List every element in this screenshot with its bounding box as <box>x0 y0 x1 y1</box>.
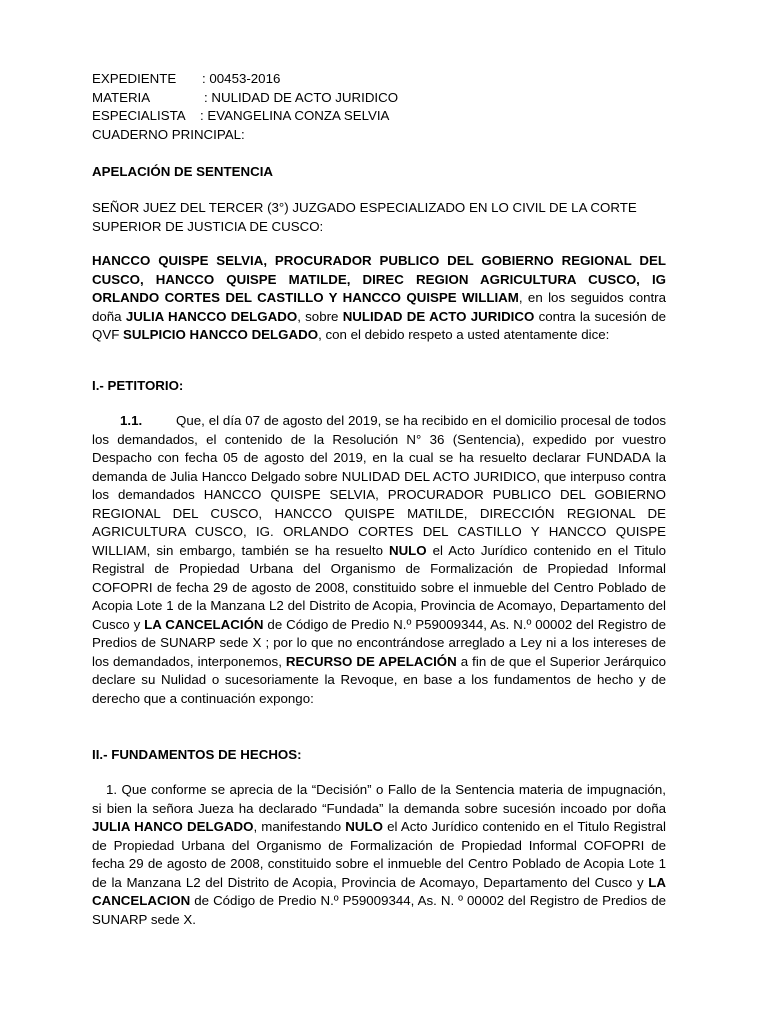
expediente-label: EXPEDIENTE <box>92 71 177 86</box>
intro-text-4: , con el debido respeto a usted atentamente dice: <box>318 327 610 342</box>
defendant-name: JULIA HANCCO DELGADO <box>125 308 298 324</box>
petitorio-bold-1: NULO <box>388 542 427 558</box>
especialista-label: ESPECIALISTA <box>92 108 186 123</box>
item-number: 1.1. <box>120 413 143 428</box>
hechos-bold-2: NULO <box>345 819 383 834</box>
especialista-value: : EVANGELINA CONZA SELVIA <box>200 108 390 123</box>
hechos-bold-3: LA CANCELACION <box>92 874 666 908</box>
petitorio-paragraph <box>92 412 666 708</box>
hechos-paragraph <box>92 781 666 929</box>
petitorio-text-2: el Acto Jurídico contenido en el Titulo Registral de Propiedad Urbana del Organismo de Formalización de Propiedad Informal COFOPRI de fecha 29 de agosto de 2008, constituido sobre el inmueble del Centro Poblado de Acopia Lote 1 de la Manzana L2 del Distrito de Acopia, Provincia de Acomayo, Departamento del Cusco y <box>92 542 666 632</box>
section-petitorio-heading: I.- PETITORIO: <box>92 378 184 393</box>
expediente-row <box>92 70 398 89</box>
materia-row <box>92 89 398 108</box>
intro-paragraph <box>92 252 666 345</box>
hechos-text-3: el Acto Jurídico contenido en el Titulo Registral de Propiedad Urbana del Organismo de Formalización de Propiedad Informal COFOPRI de fecha 29 de agosto de 2008, constituido sobre el inmueble del Centro Poblado de Acopia Lote 1 de la Manzana L2 del Distrito de Acopia, Provincia de Acomayo, Departamento del Cusco y <box>92 819 666 890</box>
case-subject: NULIDAD DE ACTO JURIDICO <box>342 308 535 324</box>
document-title: APELACIÓN DE SENTENCIA <box>92 164 274 179</box>
petitorio-text-3: de Código de Predio N.º P59009344, As. N.º 00002 del Registro de Predios de SUNARP sede X ; por lo que no encontrándose arreglado a Ley ni a los intereses de los demandados, interponemos, <box>92 616 666 669</box>
especialista-row <box>92 107 398 126</box>
petitorio-bold-3: RECURSO DE APELACIÓN <box>285 653 457 669</box>
hechos-text-2: , manifestando <box>253 819 346 834</box>
materia-label: MATERIA <box>92 89 151 105</box>
intro-text-3: contra la sucesión de QVF <box>92 308 666 342</box>
expediente-value: : 00453-2016 <box>202 71 281 86</box>
hechos-text-4: de Código de Predio N.º P59009344, As. N. º 00002 del Registro de Predios de SUNARP sede X. <box>92 893 666 927</box>
section-hechos-heading: II.- FUNDAMENTOS DE HECHOS: <box>92 747 302 762</box>
petitorio-text-4: a fin de que el Superior Jerárquico declare su Nulidad o sucesoriamente la Revoque, en base a los fundamentos de hecho y de derecho que a continuación expongo: <box>92 653 666 706</box>
deceased-name: SULPICIO HANCCO DELGADO <box>123 327 319 342</box>
parties-names: HANCCO QUISPE SELVIA, PROCURADOR PUBLICO DEL GOBIERNO REGIONAL DEL CUSCO, HANCCO QUISPE MATILDE, DIREC REGION AGRICULTURA CUSCO, IG ORLANDO CORTES DEL CASTILLO Y HANCCO QUISPE WILLIAM <box>92 253 666 305</box>
petitorio-bold-2: LA CANCELACIÓN <box>144 616 264 632</box>
cuaderno-label: CUADERNO PRINCIPAL: <box>92 126 245 142</box>
petitorio-text-1: Que, el día 07 de agosto del 2019, se ha recibido en el domicilio procesal de todos los demandados, el contenido de la Resolución N° 36 (Sentencia), expedido por vuestro Despacho con fecha 05 de agosto del 2019, en la cual se ha resuelto declarar FUNDADA la demanda de Julia Hancco Delgado sobre NULIDAD DEL ACTO JURIDICO, que interpuso contra los demandados HANCCO QUISPE SELVIA, PROCURADOR PUBLICO DEL GOBIERNO REGIONAL DEL CUSCO, HANCCO QUISPE MATILDE, DIRECCIÓN REGIONAL DE AGRICULTURA CUSCO, IG. ORLANDO CORTES DEL CASTILLO Y HANCCO QUISPE WILLIAM, sin embargo, también se ha resuelto <box>92 413 666 558</box>
case-header <box>92 70 398 144</box>
hechos-bold-1: JULIA HANCO DELGADO <box>92 819 254 834</box>
hechos-text-1: 1. Que conforme se aprecia de la “Decisión” o Fallo de la Sentencia materia de impugnación, si bien la señora Jueza ha declarado “Fundada” la demanda sobre sucesión incoado por doña <box>92 782 666 816</box>
intro-text-2: , sobre <box>297 308 343 324</box>
addressee: SEÑOR JUEZ DEL TERCER (3°) JUZGADO ESPECIALIZADO EN LO CIVIL DE LA CORTE SUPERIOR DE JUSTICIA DE CUSCO: <box>92 200 637 234</box>
intro-text-1: , en los seguidos contra doña <box>92 290 666 324</box>
materia-value: : NULIDAD DE ACTO JURIDICO <box>204 89 399 105</box>
